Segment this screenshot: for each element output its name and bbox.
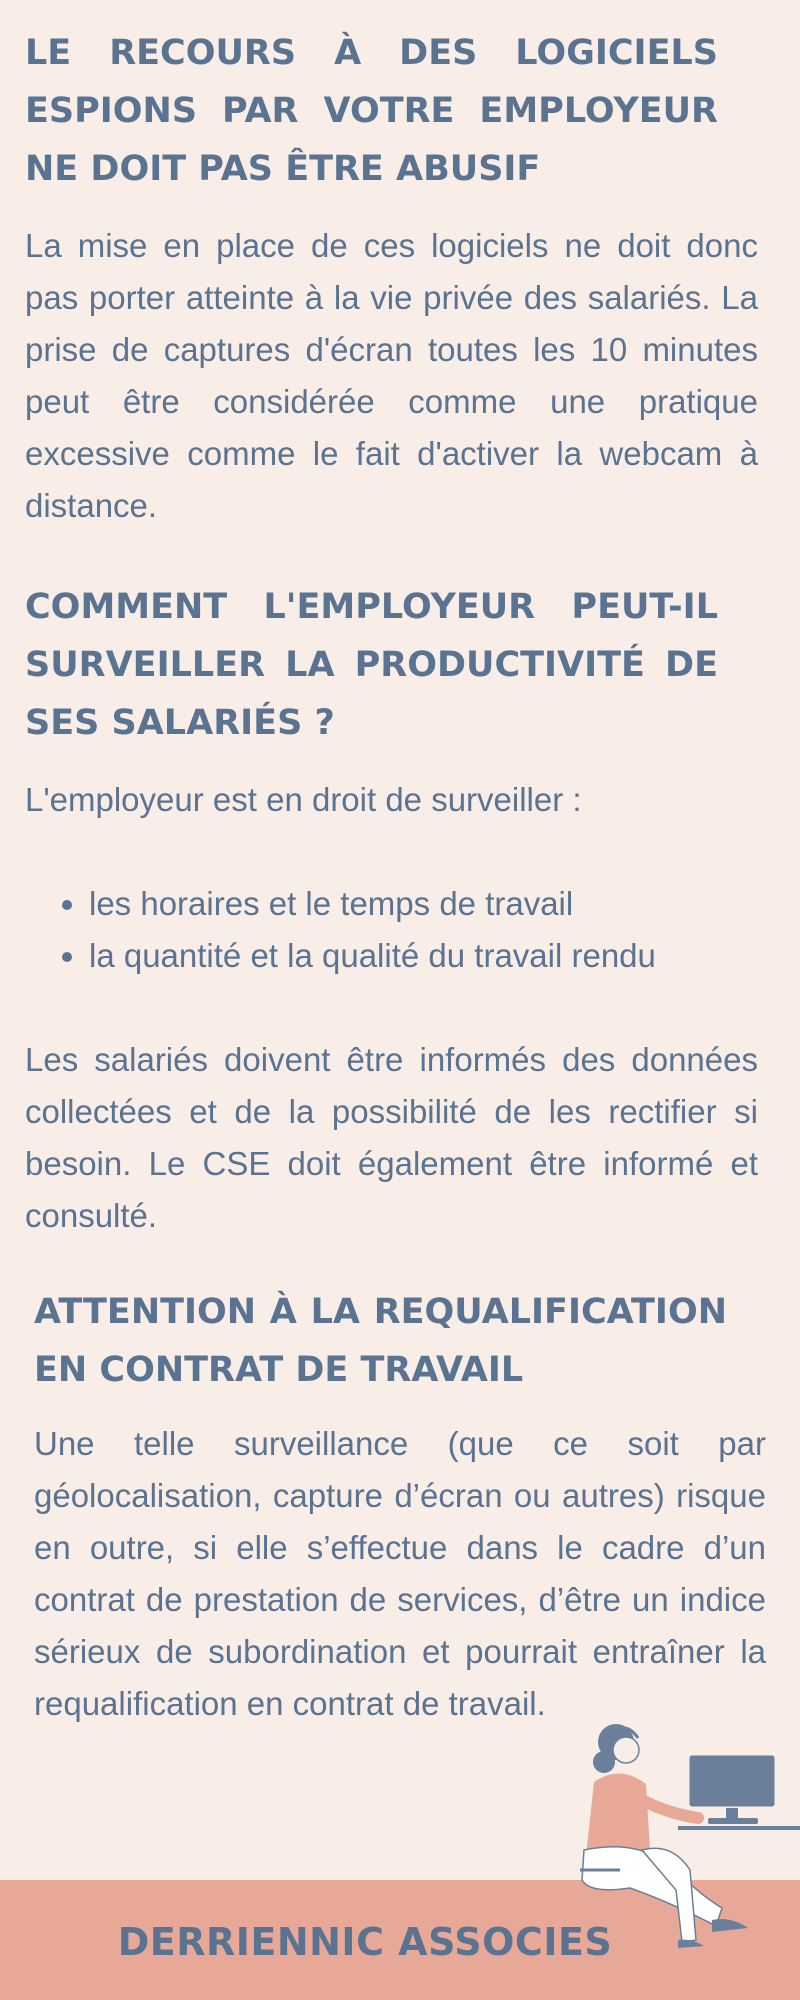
list-item: • les horaires et le temps de travail <box>89 878 789 930</box>
woman-at-computer-illustration <box>580 1720 800 1970</box>
footer-brand: DERRIENNIC ASSOCIES <box>117 1920 613 1964</box>
section-paragraph-spyware: La mise en place de ces logiciels ne doit donc pas porter atteinte à la vie privée des salariés. La prise de captures d'écran toutes les 10 minutes peut être considérée comme une pratique excessive comme le fait d'activer la webcam à distance. <box>25 227 758 524</box>
list-item: • la quantité et la qualité du travail rendu <box>89 930 789 982</box>
section-paragraph-requalification: Une telle surveillance (que ce soit par géolocalisation, capture d’écran ou autres) risque en outre, si elle s’effectue dans le cadre d’un contrat de prestation de services, d’être un indice sérieux de subordination et pourrait entraîner la requalification en contrat de travail. <box>34 1425 766 1722</box>
section-heading-productivity: COMMENT L'EMPLOYEUR PEUT-IL SURVEILLER LA PRODUCTIVITÉ DE SES SALARIÉS ? <box>25 587 718 743</box>
bullet-list <box>25 878 789 982</box>
section-heading-spyware: LE RECOURS À DES LOGICIELS ESPIONS PAR VOTRE EMPLOYEUR NE DOIT PAS ÊTRE ABUSIF <box>25 33 718 189</box>
section-heading-requalification: ATTENTION À LA REQUALIFICATION EN CONTRAT DE TRAVAIL <box>34 1292 727 1390</box>
section-paragraph-productivity: Les salariés doivent être informés des données collectées et de la possibilité de les rectifier si besoin. Le CSE doit également être informé et consulté. <box>25 1041 758 1234</box>
section-intro-productivity: L'employeur est en droit de surveiller : <box>25 781 582 818</box>
